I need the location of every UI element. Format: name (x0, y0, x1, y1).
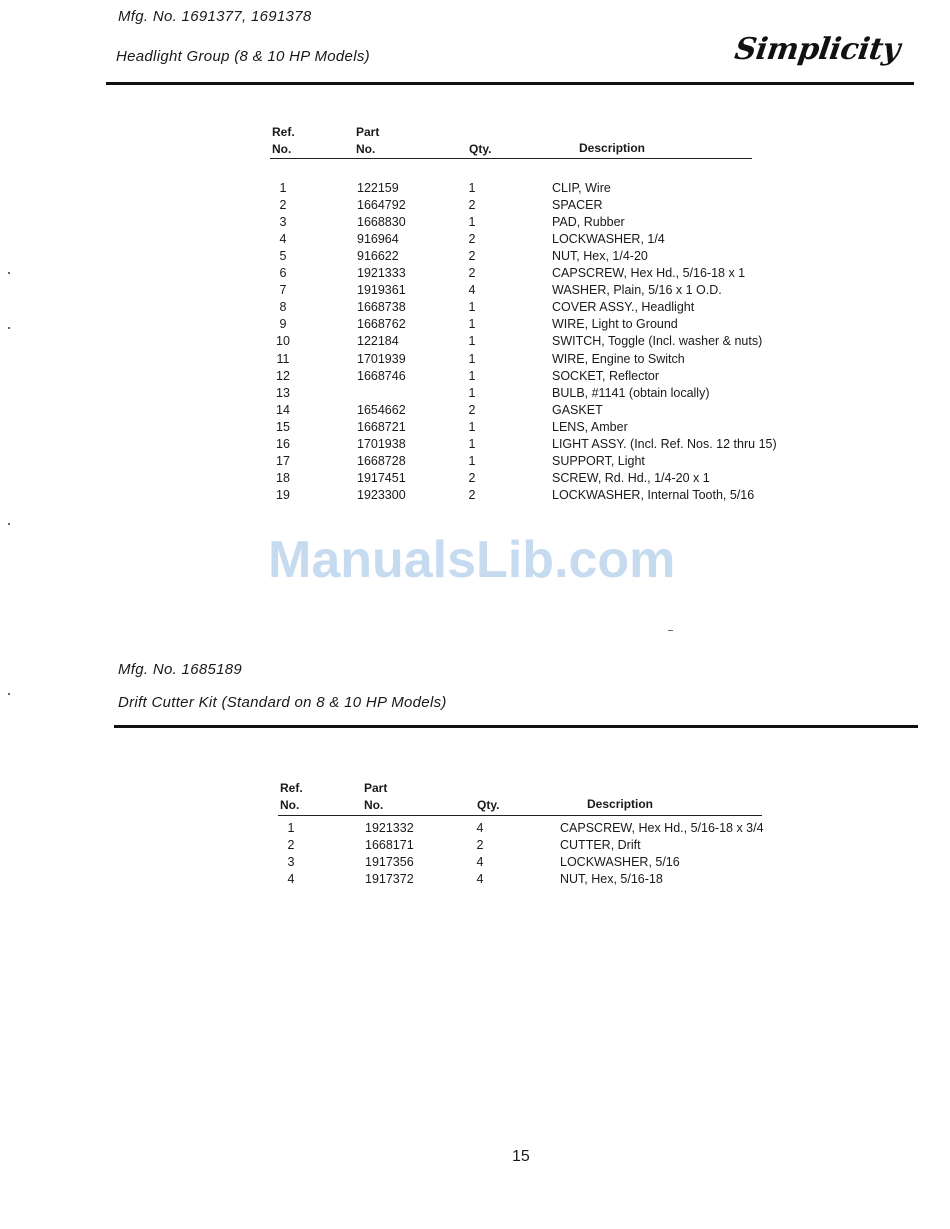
row-part-number: 916622 (357, 249, 399, 264)
part-header-line1: Part (364, 781, 388, 795)
row-ref-number: 2 (279, 198, 287, 213)
row-ref-number: 16 (276, 436, 290, 451)
row-description: LOCKWASHER, 5/16 (560, 855, 680, 869)
row-ref-number: 15 (276, 419, 290, 434)
row-part-number: 1668171 (365, 838, 414, 852)
row-description: CUTTER, Drift (560, 838, 641, 852)
row-description: WIRE, Light to Ground (552, 317, 678, 332)
section2-col-part-header (364, 780, 387, 814)
scan-speck (8, 693, 10, 695)
row-quantity: 4 (476, 872, 484, 886)
row-ref-number: 1 (279, 181, 287, 195)
row-quantity: 2 (468, 470, 476, 485)
row-quantity: 4 (476, 855, 484, 869)
section1-col-part-header (356, 124, 379, 158)
scan-speck (8, 272, 10, 274)
brand-logo: Simplicity (732, 32, 902, 67)
row-quantity: 2 (468, 249, 476, 264)
row-ref-number: 11 (276, 351, 290, 366)
row-quantity: 2 (468, 402, 476, 417)
section2-table-header-rule (278, 815, 762, 816)
row-description: LENS, Amber (552, 419, 628, 434)
row-part-number: 1917372 (365, 872, 414, 886)
row-part-number: 1917356 (365, 855, 414, 869)
row-description: COVER ASSY., Headlight (552, 300, 695, 315)
scan-speck (8, 327, 10, 329)
row-part-number: 1701939 (357, 351, 406, 366)
part-header-line2: No. (364, 798, 384, 812)
row-description: SCREW, Rd. Hd., 1/4-20 x 1 (552, 470, 710, 485)
row-part-number: 1917451 (357, 470, 406, 485)
row-ref-number: 4 (287, 872, 295, 886)
row-part-number: 1923300 (357, 487, 406, 502)
row-description: BULB, #1141 (obtain locally) (552, 385, 710, 400)
row-part-number: 1921333 (357, 266, 406, 281)
row-part-number: 1921332 (365, 821, 414, 835)
row-part-number: 1668830 (357, 215, 406, 230)
ref-header-line2: No. (280, 798, 300, 812)
row-ref-number: 17 (276, 453, 290, 468)
row-ref-number: 3 (279, 215, 287, 230)
row-ref-number: 8 (279, 300, 287, 315)
row-part-number: 1668721 (357, 419, 406, 434)
row-description: WIRE, Engine to Switch (552, 351, 685, 366)
section1-col-desc-header: Description (579, 141, 646, 155)
section2-title: Drift Cutter Kit (Standard on 8 & 10 HP Models) (118, 694, 447, 711)
row-description: NUT, Hex, 5/16-18 (560, 872, 663, 886)
row-description: CLIP, Wire (552, 181, 611, 195)
row-ref-number: 19 (276, 487, 290, 502)
row-description: CAPSCREW, Hex Hd., 5/16-18 x 1 (552, 266, 746, 281)
part-header-line1: Part (356, 125, 380, 139)
row-quantity: 4 (468, 283, 476, 298)
row-description: NUT, Hex, 1/4-20 (552, 249, 648, 264)
section1-table-header-rule (270, 158, 752, 159)
row-part-number: 916964 (357, 232, 399, 247)
row-quantity: 2 (476, 838, 484, 852)
row-description: SOCKET, Reflector (552, 368, 659, 383)
page-number: 15 (512, 1148, 530, 1165)
row-quantity: 1 (468, 419, 476, 434)
row-quantity: 1 (468, 215, 476, 230)
row-ref-number: 5 (279, 249, 287, 264)
row-part-number: 1668762 (357, 317, 406, 332)
row-ref-number: 4 (279, 232, 287, 247)
row-quantity: 1 (468, 385, 476, 400)
row-quantity: 1 (468, 300, 476, 315)
row-ref-number: 10 (276, 334, 290, 349)
row-quantity: 1 (468, 317, 476, 332)
section1-col-ref-header (272, 124, 295, 158)
row-quantity: 2 (468, 266, 476, 281)
row-quantity: 2 (468, 232, 476, 247)
row-quantity: 4 (476, 821, 484, 835)
row-part-number: 1701938 (357, 436, 406, 451)
part-header-line2: No. (356, 142, 376, 156)
row-part-number: 1654662 (357, 402, 406, 417)
section2-col-ref-header (280, 780, 303, 814)
row-part-number: 1664792 (357, 198, 406, 213)
row-quantity: 2 (468, 487, 476, 502)
row-part-number: 1668738 (357, 300, 406, 315)
row-part-number: 122184 (357, 334, 399, 349)
row-ref-number: 2 (287, 838, 295, 852)
watermark: ManualsLib.com (268, 531, 676, 589)
row-part-number: 1668728 (357, 453, 406, 468)
row-ref-number: 6 (279, 266, 287, 281)
row-description: WASHER, Plain, 5/16 x 1 O.D. (552, 283, 722, 298)
row-description: SUPPORT, Light (552, 453, 645, 468)
row-description: LIGHT ASSY. (Incl. Ref. Nos. 12 thru 15) (552, 436, 777, 451)
section2-mfg-number: Mfg. No. 1685189 (118, 661, 243, 678)
section2-header-rule (114, 725, 918, 728)
section1-title: Headlight Group (8 & 10 HP Models) (116, 48, 370, 65)
row-description: GASKET (552, 402, 603, 417)
scan-speck (668, 630, 673, 631)
section1-col-qty-header: Qty. (469, 142, 492, 156)
row-ref-number: 13 (276, 385, 290, 400)
row-ref-number: 18 (276, 470, 290, 485)
row-ref-number: 14 (276, 402, 290, 417)
row-quantity: 1 (468, 453, 476, 468)
row-description: SPACER (552, 198, 603, 213)
row-ref-number: 1 (287, 821, 295, 835)
row-description: LOCKWASHER, Internal Tooth, 5/16 (552, 487, 755, 502)
row-description: CAPSCREW, Hex Hd., 5/16-18 x 3/4 (560, 821, 764, 835)
section2-col-desc-header: Description (587, 797, 654, 811)
row-ref-number: 12 (276, 368, 290, 383)
row-quantity: 1 (468, 436, 476, 451)
row-part-number: 122159 (357, 181, 399, 195)
row-part-number: 1668746 (357, 368, 406, 383)
row-ref-number: 9 (279, 317, 287, 332)
section2-col-qty-header: Qty. (477, 798, 500, 812)
row-quantity: 1 (468, 368, 476, 383)
row-description: SWITCH, Toggle (Incl. washer & nuts) (552, 334, 763, 349)
row-quantity: 2 (468, 198, 476, 213)
scan-speck (8, 523, 10, 525)
row-ref-number: 3 (287, 855, 295, 869)
section1-mfg-number: Mfg. No. 1691377, 1691378 (118, 8, 312, 25)
ref-header-line2: No. (272, 142, 292, 156)
row-ref-number: 7 (279, 283, 287, 298)
row-quantity: 1 (468, 351, 476, 366)
ref-header-line1: Ref. (280, 781, 303, 795)
row-quantity: 1 (468, 334, 476, 349)
ref-header-line1: Ref. (272, 125, 295, 139)
row-part-number: 1919361 (357, 283, 406, 298)
row-description: LOCKWASHER, 1/4 (552, 232, 665, 247)
row-quantity: 1 (468, 181, 476, 195)
row-description: PAD, Rubber (552, 215, 625, 230)
section1-header-rule (106, 82, 914, 85)
